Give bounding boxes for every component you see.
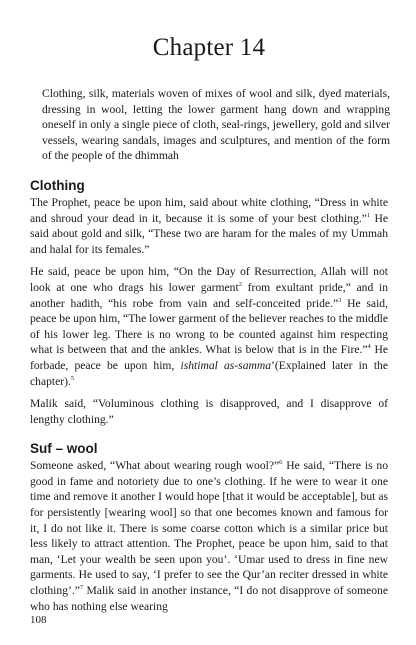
term-ishtimal: ishtimal as-samma bbox=[180, 358, 272, 372]
text-run: The Prophet, peace be upon him, said about white clothing, “Dress in white and shroud your dead in it, because it is some of your best clothing.” bbox=[30, 195, 388, 225]
clothing-paragraph-3: Malik said, “Voluminous clothing is disapproved, and I disapprove of lengthy clothing.” bbox=[30, 397, 388, 426]
text-run: ’(Explained later in the chapter). bbox=[30, 358, 388, 388]
clothing-paragraph-1 bbox=[30, 195, 388, 257]
footnote-ref-6: 6 bbox=[279, 459, 283, 467]
text-run: He forbade, peace be upon him, bbox=[30, 343, 389, 372]
footnote-ref-5: 5 bbox=[70, 374, 75, 382]
page-number: 108 bbox=[30, 614, 47, 626]
wool-paragraph-1 bbox=[30, 458, 388, 614]
clothing-paragraph-2 bbox=[30, 264, 388, 389]
section-heading-wool: Suf – wool bbox=[30, 441, 98, 457]
text-run: He said, “There is no good in fame and notoriety due to one’s clothing. If he were to wear it one time and remove it another I would hope [that it would be acceptable], but as for persistently [wearing wool] so that one becomes known and famous for it, I do not like it. There is some coarse cotton which is a similar price but less likely to attract attention. The Prophet, peace be upon him, said to that man, ‘Let your wealth be seen upon you’. ‘Umar used to dress in fine new garments. He used to say, ‘I prefer to see the Qur’an reciter dressed in white clothing’.” bbox=[30, 459, 388, 598]
text-run: Malik said in another instance, “I do not disapprove of someone who has nothing else wearing bbox=[30, 584, 388, 613]
footnote-ref-2: 2 bbox=[238, 281, 242, 289]
chapter-title: Chapter 14 bbox=[152, 34, 266, 61]
footnote-ref-3: 3 bbox=[338, 296, 342, 304]
footnote-ref-7: 7 bbox=[79, 584, 84, 592]
text-run: Someone asked, “What about wearing rough wool?” bbox=[30, 459, 280, 473]
text-run: He said about gold and silk, “These two are haram for the males of my Ummah and halal for its females.” bbox=[30, 211, 389, 256]
section-heading-clothing: Clothing bbox=[30, 177, 85, 193]
chapter-summary: Clothing, silk, materials woven of mixes of wool and silk, dyed materials, dressing in wool, letting the lower garment hang down and wrapping oneself in only a single piece of cloth, seal-rings, jewellery, gold and silver vessels, wearing sandals, images and sculptures, and mention of the form of the people of the dhimmah bbox=[42, 87, 390, 163]
text-run: He said, peace be upon him, “The lower garment of the believer reaches to the middle of his lower leg. There is no wrong to be counted against him respecting what is between that and the ankles. What is below that is in the Fire.” bbox=[30, 296, 388, 357]
text-run: from exultant pride,” and in another hadith, “his robe from vain and self-conceited pride.” bbox=[30, 280, 388, 310]
footnote-ref-1: 1 bbox=[366, 211, 371, 219]
footnote-ref-4: 4 bbox=[367, 343, 371, 351]
text-run: He said, peace be upon him, “On the Day of Resurrection, Allah will not look at one who drags his lower garment bbox=[30, 265, 388, 294]
book-page bbox=[30, 0, 388, 645]
